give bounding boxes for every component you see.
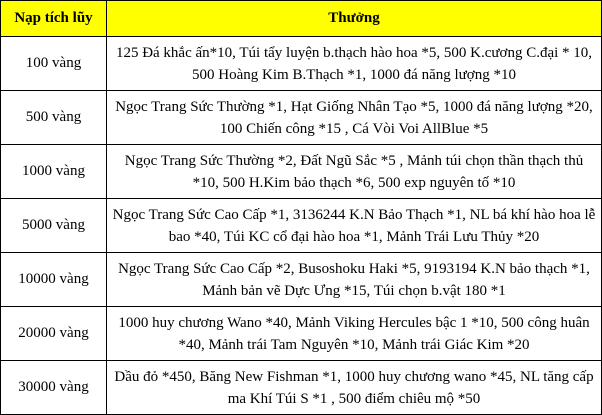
- amount-cell: 20000 vàng: [1, 307, 107, 361]
- reward-cell: Dầu đỏ *450, Băng New Fishman *1, 1000 huy chương wano *45, NL tăng cấp ma Khí Túi S *1 , 500 điểm chiêu mộ *50: [107, 361, 602, 415]
- table-row: [1, 91, 602, 145]
- table-row: [1, 199, 602, 253]
- amount-cell: 5000 vàng: [1, 199, 107, 253]
- reward-cell: 125 Đá khắc ấn*10, Túi tẩy luyện b.thạch hào hoa *5, 500 K.cương C.đại * 10, 500 Hoàng Kim B.Thạch *1, 1000 đá năng lượng *10: [107, 37, 602, 91]
- header-cumulative-topup: Nạp tích lũy: [1, 1, 107, 37]
- reward-cell: Ngọc Trang Sức Cao Cấp *1, 3136244 K.N Bảo Thạch *1, NL bá khí hào hoa lễ bao *40, Túi KC cổ đại hào hoa *1, Mảnh Trái Lưu Thủy *20: [107, 199, 602, 253]
- amount-cell: 500 vàng: [1, 91, 107, 145]
- amount-cell: 30000 vàng: [1, 361, 107, 415]
- reward-cell: 1000 huy chương Wano *40, Mảnh Viking Hercules bậc 1 *10, 500 công huân *40, Mảnh trái Tam Nguyên *10, Mảnh trái Giác Kim *20: [107, 307, 602, 361]
- reward-cell: Ngọc Trang Sức Thường *1, Hạt Giống Nhân Tạo *5, 1000 đá năng lượng *20, 100 Chiến công *15 , Cá Vòi Voi AllBlue *5: [107, 91, 602, 145]
- table-row: [1, 361, 602, 415]
- reward-cell: Ngọc Trang Sức Thường *2, Đất Ngũ Sắc *5 , Mảnh túi chọn thần thạch thủ *10, 500 H.Kim bảo thạch *6, 500 exp nguyên tố *10: [107, 145, 602, 199]
- table-row: [1, 307, 602, 361]
- header-row: [1, 1, 602, 37]
- amount-cell: 100 vàng: [1, 37, 107, 91]
- header-reward: Thưởng: [107, 1, 602, 37]
- table-row: [1, 253, 602, 307]
- table-row: [1, 37, 602, 91]
- amount-cell: 1000 vàng: [1, 145, 107, 199]
- amount-cell: 10000 vàng: [1, 253, 107, 307]
- table-row: [1, 145, 602, 199]
- reward-cell: Ngọc Trang Sức Cao Cấp *2, Busoshoku Haki *5, 9193194 K.N bảo thạch *1, Mảnh bản vẽ Dực Ưng *15, Túi chọn b.vật 180 *1: [107, 253, 602, 307]
